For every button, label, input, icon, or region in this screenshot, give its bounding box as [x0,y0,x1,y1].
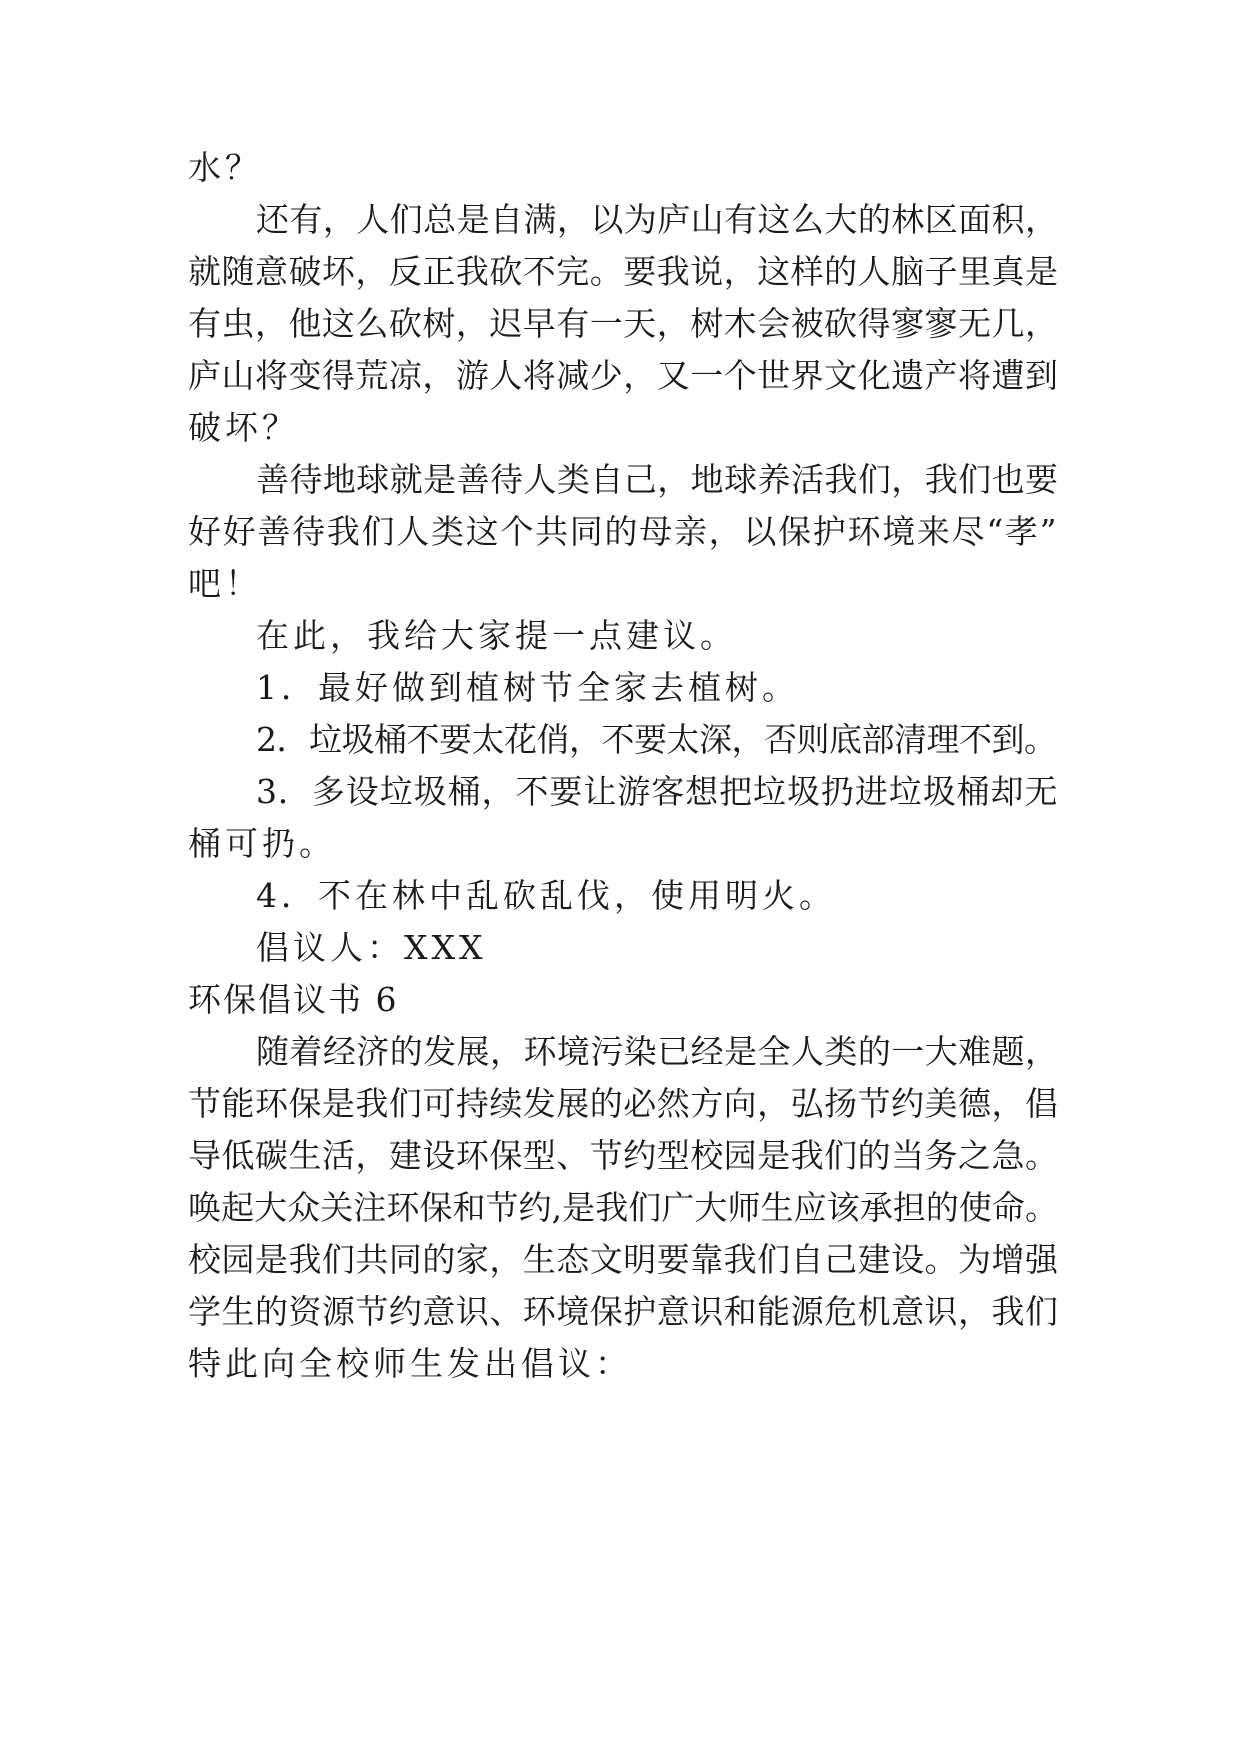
text-line: 有虫，他这么砍树，迟早有一天，树木会被砍得寥寥无几， [188,304,1058,343]
text-line: 学生的资源节约意识、环境保护意识和能源危机意识，我们 [188,1292,1058,1331]
signature-line: 倡议人：XXX [256,928,487,967]
section-heading: 环保倡议书 6 [188,980,399,1019]
text-line: 校园是我们共同的家，生态文明要靠我们自己建设。为增强 [188,1240,1058,1279]
text-line: 就随意破坏，反正我砍不完。要我说，这样的人脑子里真是 [188,252,1058,291]
text-line: 吧！ [188,564,262,603]
list-item: 2．垃圾桶不要太花俏，不要太深，否则底部清理不到。 [256,720,1057,759]
text-line: 导低碳生活，建设环保型、节约型校园是我们的当务之急。 [188,1136,1058,1175]
paragraph-first-line: 善待地球就是善待人类自己，地球养活我们，我们也要 [256,460,1058,499]
text-line: 好好善待我们人类这个共同的母亲，以保护环境来尽“孝” [188,512,1058,551]
text-line: 庐山将变得荒凉，游人将减少，又一个世界文化遗产将遭到 [188,356,1058,395]
paragraph-first-line: 随着经济的发展，环境污染已经是全人类的一大难题， [256,1032,1058,1071]
text-line: 特此向全校师生发出倡议： [188,1344,632,1383]
text-line: 节能环保是我们可持续发展的必然方向，弘扬节约美德，倡 [188,1084,1058,1123]
text-line: 破坏？ [188,408,299,447]
text-line: 水？ [188,148,262,187]
list-item: 3．多设垃圾桶，不要让游客想把垃圾扔进垃圾桶却无 [256,772,1058,811]
paragraph-first-line: 还有，人们总是自满，以为庐山有这么大的林区面积， [256,200,1058,239]
list-item: 1．最好做到植树节全家去植树。 [256,668,799,707]
text-line: 唤起大众关注环保和节约,是我们广大师生应该承担的使命。 [188,1188,1058,1227]
list-item: 4．不在林中乱砍乱伐，使用明火。 [256,876,836,915]
paragraph-first-line: 在此，我给大家提一点建议。 [256,616,737,655]
list-item-continuation: 桶可扔。 [188,824,336,863]
